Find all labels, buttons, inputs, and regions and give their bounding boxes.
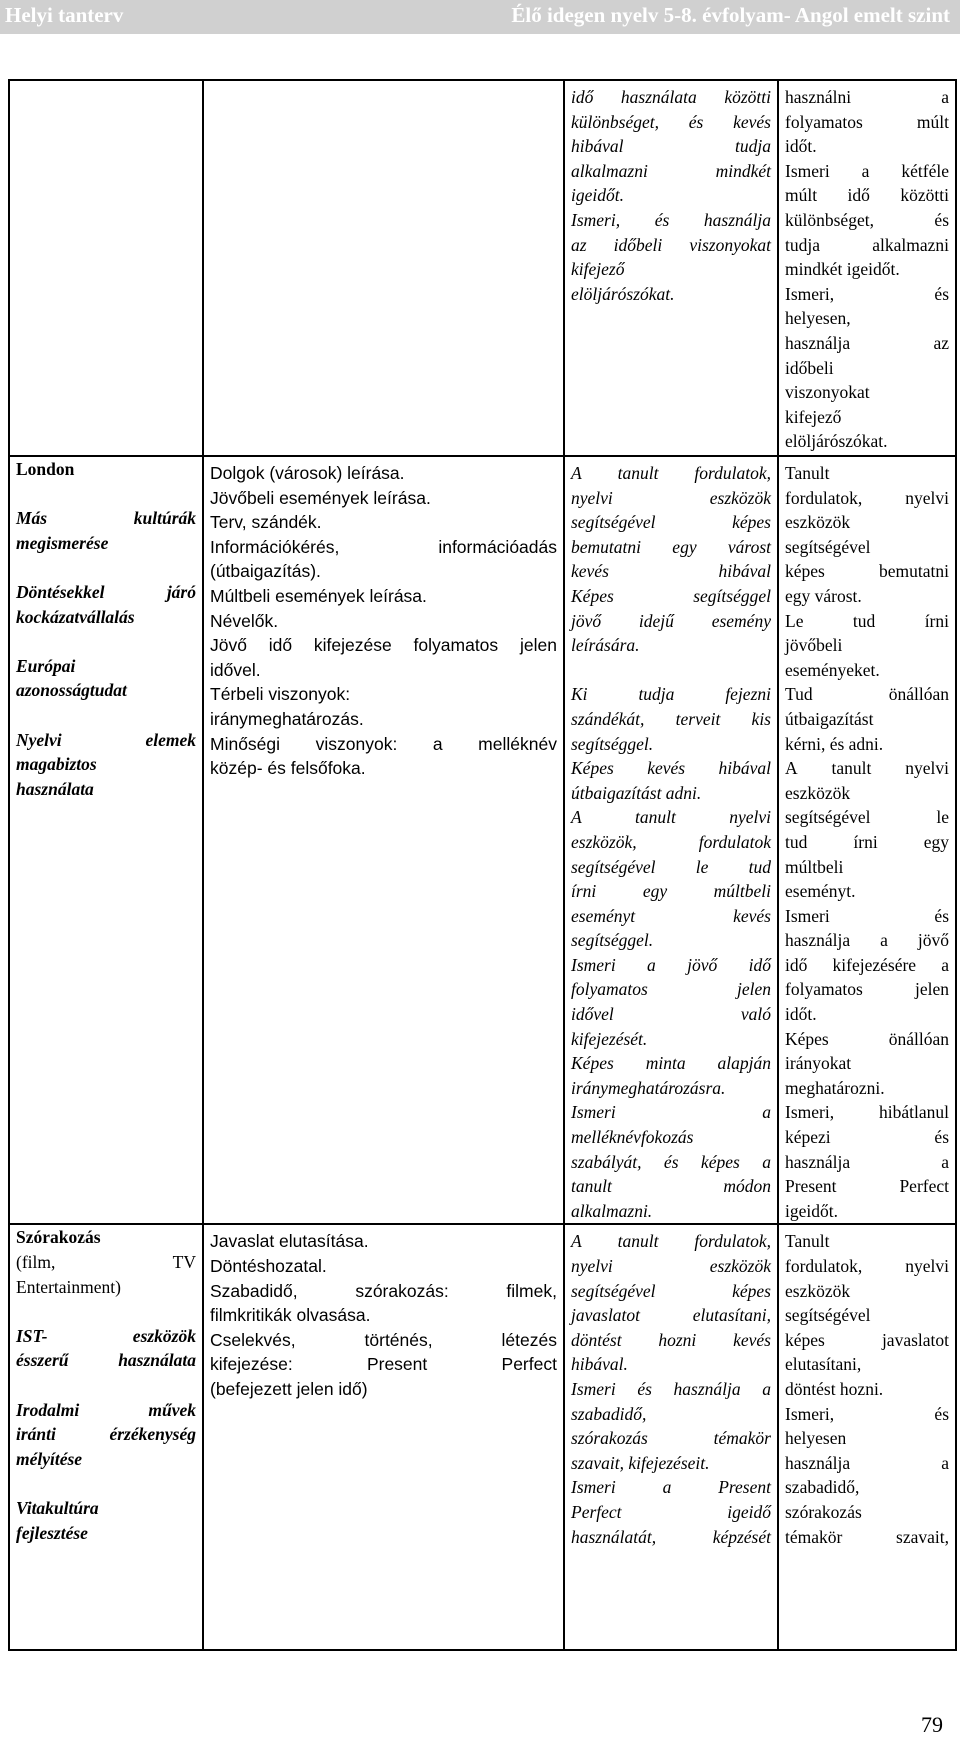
text-line [16, 1250, 196, 1275]
text-line: használatát, képzését [571, 1526, 771, 1547]
text-line: használja az [785, 332, 949, 353]
content-cell [203, 80, 564, 456]
text-line: Ismeri és [785, 905, 949, 926]
text-line: Terv, szándék. [210, 512, 322, 533]
text-line: Jövő idő kifejezése folyamatos jelen [210, 635, 557, 656]
content-cell [203, 1224, 564, 1650]
text-line: segítségével [785, 1305, 871, 1326]
topic-cell [9, 1224, 203, 1650]
topic-title: Szórakozás [16, 1227, 101, 1248]
curriculum-table [8, 79, 957, 1651]
text-line: használja a jövő [785, 930, 949, 951]
text-line: helyesen, [785, 308, 851, 329]
text-line: alkalmazni mindkét [571, 160, 771, 181]
text-line: képes javaslatot [785, 1329, 949, 1350]
text-line: Térbeli viszonyok: [210, 684, 351, 705]
text-line: segítséggel. [571, 733, 654, 754]
text-line: nyelvi eszközök [571, 487, 771, 508]
text-line: Ismeri a [571, 1102, 771, 1123]
text-line: Ismeri a Present [571, 1477, 771, 1498]
text-line: időt. [785, 136, 817, 157]
text-line: Ismeri és használja a [571, 1378, 771, 1399]
topic-cell [9, 456, 203, 1224]
text-line: idő használata közötti [571, 87, 771, 107]
text-line: Tanult [785, 463, 830, 483]
text-line: Dolgok (városok) leírása. [210, 463, 405, 483]
text-line: iránymeghatározás. [210, 708, 364, 729]
topic-title: London [16, 459, 75, 479]
text-line: eszközök, fordulatok [571, 831, 771, 852]
text-line: (útbaigazítás). [210, 561, 321, 582]
text-line: időbeli [785, 357, 834, 378]
text-line: időt. [785, 1004, 817, 1025]
text-line: használja a [785, 1452, 949, 1473]
text-line: Tanult [785, 1231, 830, 1252]
text-line: folyamatos jelen [785, 979, 949, 1000]
text-line: szándékát, terveit kis [571, 708, 771, 729]
text-line: képes bemutatni [785, 561, 949, 582]
text-line: különbséget, és [785, 209, 949, 230]
text-line: kifejező [571, 259, 625, 280]
text-line: útbaigazítást [785, 708, 874, 729]
text-line: Entertainment) [16, 1276, 121, 1297]
text-line: fordulatok, nyelvi [785, 487, 949, 508]
text-line: Nyelvi elemek [16, 729, 196, 750]
text-line: témakör szavait, [785, 1526, 949, 1547]
text-line: igeidőt. [785, 1200, 838, 1221]
text-line: kifejezését. [571, 1028, 648, 1049]
text-line: idő kifejezésére a [785, 954, 949, 975]
text-line: szabályát, és képes a [571, 1151, 771, 1172]
text-line: Ismeri a kétféle [785, 160, 949, 181]
text-line: Minőségi viszonyok: a melléknév [210, 733, 557, 754]
text-line: útbaigazítást adni. [571, 782, 702, 803]
text-line: Present Perfect [785, 1176, 949, 1197]
text-line: igeidőt. [571, 185, 624, 206]
text-line: tudja alkalmazni [785, 234, 949, 255]
text-line: elöljárószókat. [571, 283, 675, 304]
text-line: közép- és felsőfoka. [210, 758, 366, 779]
cross-curricular-goal [16, 728, 196, 802]
text-line: döntést hozni. [785, 1378, 884, 1399]
text-line: Cselekvés, történés, létezés [210, 1329, 557, 1350]
text-line: eszközök [785, 1280, 851, 1301]
text-line: segítségével le [785, 807, 949, 828]
text-line: idővel való [571, 1004, 771, 1025]
requirement-cell [778, 80, 956, 456]
cross-curricular-goal [16, 506, 196, 555]
text-line: kevés hibával [571, 561, 771, 582]
text-line: megismerése [16, 532, 109, 553]
text-line: kifejező [785, 406, 842, 427]
text-line: tud írni egy [785, 831, 949, 852]
text-line: nyelvi eszközök [571, 1256, 771, 1276]
text-line: az időbeli viszonyokat [571, 234, 771, 255]
text-line: iránti érzékenység [16, 1424, 196, 1445]
cross-curricular-goal [16, 580, 196, 629]
text-word: eszközök [132, 1325, 196, 1346]
cross-curricular-goal [16, 1496, 196, 1545]
text-line: eszközök [785, 782, 851, 803]
text-line: Vitakultúra [16, 1497, 99, 1518]
cross-curricular-goal [16, 654, 196, 703]
text-line: Információkérés, információadás [210, 536, 557, 557]
text-line: segítséggel. [571, 930, 654, 951]
text-line: meghatározni. [785, 1077, 885, 1098]
text-line: eseményt. [785, 881, 856, 902]
text-line: jövő idejű esemény [571, 610, 771, 631]
text-line: segítségével le tud [571, 856, 771, 877]
text-line: Képes kevés hibával [571, 758, 771, 779]
text-line: Múltbeli események leírása. [210, 585, 427, 606]
text-line: viszonyokat [785, 382, 870, 403]
text-line: magabiztos [16, 754, 97, 775]
text-line: helyesen [785, 1428, 847, 1449]
text-line: Képes minta alapján [571, 1053, 771, 1074]
text-line: Jövőbeli események leírása. [210, 487, 431, 508]
text-line: múltbeli [785, 856, 844, 877]
text-word: TV [172, 1252, 196, 1272]
text-line: szabadidő, [785, 1477, 860, 1498]
text-line: kockázatvállalás [16, 606, 135, 627]
outcome-cell [564, 80, 778, 456]
table-row [9, 1224, 956, 1650]
text-line: melléknévfokozás [571, 1127, 694, 1148]
text-line: Irodalmi művek [16, 1399, 196, 1420]
text-line: (befejezett jelen idő) [210, 1378, 368, 1399]
text-line: Képes önállóan [785, 1028, 949, 1049]
topic-block [16, 1225, 196, 1299]
text-line: Más kultúrák [16, 508, 196, 529]
text-line: Ismeri, és használja [571, 209, 771, 230]
text-line: idővel. [210, 659, 261, 680]
text-line: Döntésekkel járó [16, 581, 196, 602]
text-line: azonosságtudat [16, 680, 127, 701]
text-line: szórakozás témakör [571, 1428, 771, 1449]
text-word: IST- [16, 1325, 48, 1346]
text-line: mélyítése [16, 1448, 83, 1469]
text-line: irányokat [785, 1053, 852, 1074]
text-line: ésszerű használata [16, 1350, 196, 1371]
text-line: segítségével képes [571, 512, 771, 533]
page-header [0, 0, 960, 34]
text-line: Névelők. [210, 610, 279, 631]
text-line [16, 1324, 196, 1349]
cross-curricular-goal [16, 1324, 196, 1373]
text-line: A tanult fordulatok, [571, 1231, 771, 1252]
text-line: iránymeghatározásra. [571, 1077, 726, 1098]
text-line: Perfect igeidő [571, 1501, 771, 1522]
text-line: leírására. [571, 635, 640, 656]
text-line: szórakozás [785, 1501, 862, 1522]
text-line: segítségével [785, 536, 871, 557]
text-line: A tanult nyelvi [571, 807, 771, 828]
text-line: Ismeri, hibátlanul [785, 1102, 949, 1123]
text-line: bemutatni egy várost [571, 536, 771, 557]
text-line: Ismeri, és [785, 283, 949, 304]
text-line: Szabadidő, szórakozás: filmek, [210, 1280, 557, 1301]
text-line: Tud önállóan [785, 684, 949, 705]
topic-cell [9, 80, 203, 456]
text-line: mindkét igeidőt. [785, 259, 900, 280]
table-row [9, 80, 956, 456]
text-line: alkalmazni. [571, 1200, 653, 1221]
text-line: javaslatot elutasítani, [571, 1305, 771, 1326]
text-line: képezi és [785, 1127, 949, 1148]
header-left-title: Helyi tanterv [5, 3, 124, 27]
text-line: jövőbeli [785, 635, 843, 656]
text-line: folyamatos jelen [571, 979, 771, 1000]
blank-line [571, 658, 771, 683]
text-line: kérni, és adni. [785, 733, 884, 754]
text-line: tanult módon [571, 1176, 771, 1197]
requirement-cell [778, 456, 956, 1224]
text-line: A tanult fordulatok, [571, 463, 771, 483]
text-line: Javaslat elutasítása. [210, 1231, 369, 1252]
header-right-title: Élő idegen nyelv 5-8. évfolyam- Angol emelt szint [511, 3, 950, 27]
text-line: egy várost. [785, 585, 862, 606]
text-line: fejlesztése [16, 1522, 88, 1543]
text-line: elöljárószókat. [785, 431, 888, 452]
text-line: különbséget, és kevés [571, 111, 771, 132]
page-number: 79 [921, 1712, 943, 1737]
text-word: (film, [16, 1252, 56, 1272]
text-line: Ki tudja fejezni [571, 684, 771, 705]
text-line: használja a [785, 1151, 949, 1172]
text-line: Ismeri a jövő idő [571, 954, 771, 975]
text-line: Képes segítséggel [571, 585, 771, 606]
text-line: filmkritikák olvasása. [210, 1305, 371, 1326]
text-line: elutasítani, [785, 1354, 862, 1375]
table-row [9, 456, 956, 1224]
text-line: kifejezése: Present Perfect [210, 1354, 557, 1375]
text-line: eszközök [785, 512, 851, 533]
text-line: Döntéshozatal. [210, 1256, 327, 1276]
text-line: Ismeri, és [785, 1403, 949, 1424]
text-line: eseményt kevés [571, 905, 771, 926]
text-line: szabadidő, [571, 1403, 647, 1424]
requirement-cell [778, 1224, 956, 1650]
text-line: folyamatos múlt [785, 111, 949, 132]
text-line: fordulatok, nyelvi [785, 1256, 949, 1276]
text-line: múlt idő közötti [785, 185, 949, 206]
text-line: hibával. [571, 1354, 628, 1375]
text-line: hibával tudja [571, 136, 771, 157]
text-line: használni a [785, 87, 949, 107]
text-line: döntést hozni kevés [571, 1329, 771, 1350]
text-line: Európai [16, 655, 76, 676]
text-line: segítségével képes [571, 1280, 771, 1301]
text-line: Le tud írni [785, 610, 949, 631]
text-line: szavait, kifejezéseit. [571, 1452, 710, 1473]
text-line: használata [16, 778, 94, 799]
outcome-cell [564, 456, 778, 1224]
text-line: eseményeket. [785, 659, 880, 680]
content-cell [203, 456, 564, 1224]
cross-curricular-goal [16, 1398, 196, 1472]
text-line: A tanult nyelvi [785, 758, 949, 779]
outcome-cell [564, 1224, 778, 1650]
text-line: írni egy múltbeli [571, 881, 771, 902]
